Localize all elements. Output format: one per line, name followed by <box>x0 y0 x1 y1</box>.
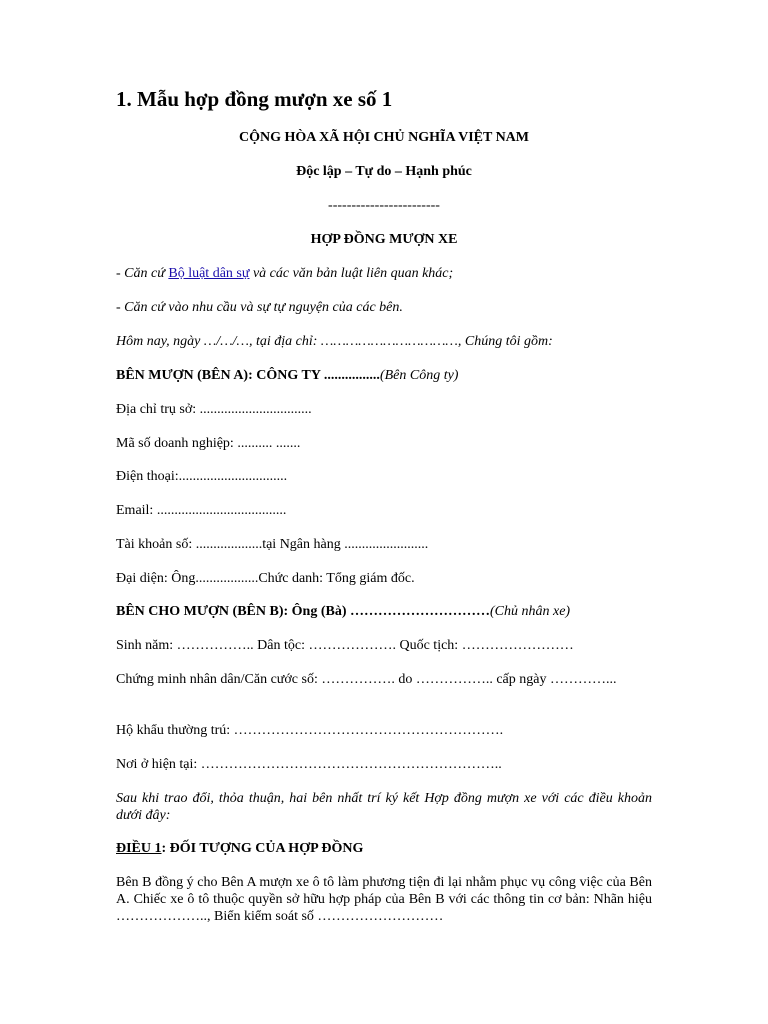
civil-code-link[interactable]: Bộ luật dân sự <box>168 266 250 281</box>
article-1-label: ĐIỀU 1 <box>116 841 162 856</box>
legal-basis-1-prefix: - Căn cứ <box>116 266 169 281</box>
party-a-tax-code: Mã số doanh nghiệp: .......... ....... <box>116 436 301 451</box>
party-b-id-card: Chứng minh nhân dân/Căn cước số: ……………. do …………….. cấp ngày …………... <box>116 672 617 687</box>
party-a-title-text: BÊN MƯỢN (BÊN A): CÔNG TY ................ <box>116 368 380 383</box>
party-a-title <box>116 367 652 384</box>
national-motto: Độc lập – Tự do – Hạnh phúc <box>296 164 472 179</box>
party-b-title-text: BÊN CHO MƯỢN (BÊN B): Ông (Bà) ………………………… <box>116 604 490 619</box>
party-a-phone: Điện thoại:............................... <box>116 469 288 484</box>
national-title: CỘNG HÒA XÃ HỘI CHỦ NGHĨA VIỆT NAM <box>238 130 529 145</box>
legal-basis-1-suffix: và các văn bản luật liên quan khác; <box>249 266 454 281</box>
party-b-birth: Sinh năm: …………….. Dân tộc: ………………. Quốc tịch: …………………… <box>116 638 574 653</box>
separator-line: ------------------------ <box>328 198 440 213</box>
party-a-address: Địa chỉ trụ sở: ................................ <box>116 402 312 417</box>
party-b-note: (Chủ nhân xe) <box>489 604 571 619</box>
article-1-heading <box>116 840 652 857</box>
party-a-representative: Đại diện: Ông..................Chức danh: Tổng giám đốc. <box>116 571 415 586</box>
article-1-body: Bên B đồng ý cho Bên A mượn xe ô tô làm phương tiện đi lại nhằm phục vụ công việc của Bên A. Chiếc xe ô tô thuộc quyền sở hữu hợp pháp của Bên B với các thông tin cơ bản: Nhãn hiệu ……………….., Biển kiểm soát số ……………………… <box>116 875 652 924</box>
party-b-residence: Hộ khẩu thường trú: …………………………………………………. <box>116 723 504 738</box>
party-a-account: Tài khoản số: ...................tại Ngân hàng ........................ <box>116 537 429 552</box>
party-b-title <box>116 603 652 620</box>
article-1-title: : ĐỐI TƯỢNG CỦA HỢP ĐỒNG <box>161 841 364 856</box>
contract-title: HỢP ĐỒNG MƯỢN XE <box>310 232 458 247</box>
party-b-current-address: Nơi ở hiện tại: ……………………………………………………….. <box>116 757 502 772</box>
agreement-paragraph: Sau khi trao đổi, thỏa thuận, hai bên nhất trí ký kết Hợp đồng mượn xe với các điều khoản dưới đây: <box>116 791 652 823</box>
party-a-note: (Bên Công ty) <box>379 368 459 383</box>
page-heading: 1. Mẫu hợp đồng mượn xe số 1 <box>116 87 393 111</box>
party-a-email: Email: ..................................... <box>116 503 287 518</box>
legal-basis-1 <box>116 265 652 282</box>
intro-line: Hôm nay, ngày …/…/…, tại địa chỉ: ……………………………, Chúng tôi gồm: <box>116 334 553 349</box>
legal-basis-2: - Căn cứ vào nhu cầu và sự tự nguyện của các bên. <box>116 300 403 315</box>
